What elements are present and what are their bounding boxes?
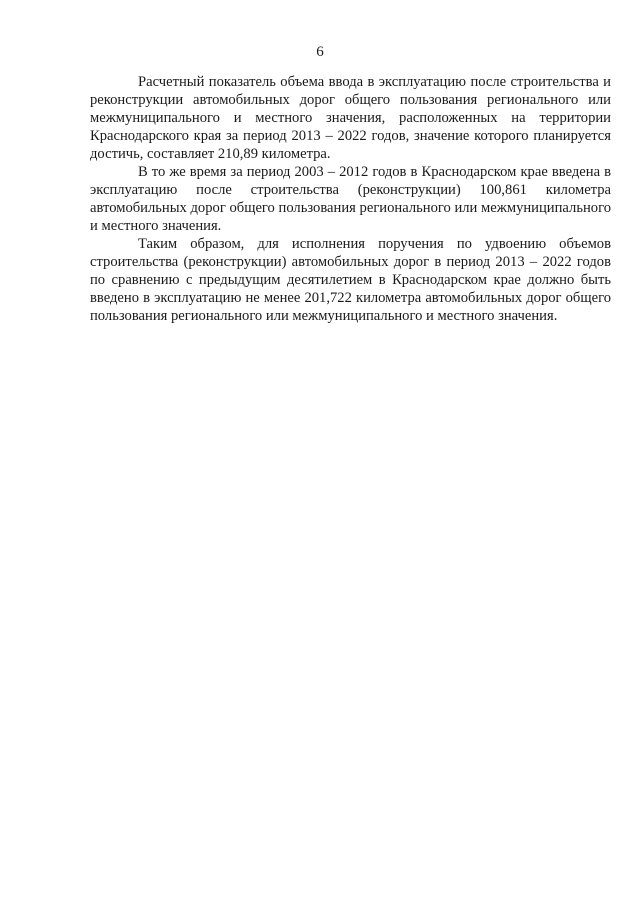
paragraph-previous-period: В то же время за период 2003 – 2012 годов в Краснодарском крае введена в эксплуатацию после строительства (реконструкции) 100,861 километра автомобильных дорог общего пользования регионального или межмуниципального и местного значения. [90,164,611,234]
document-body [90,73,611,325]
paragraph-target-indicator: Расчетный показатель объема ввода в эксплуатацию после строительства и реконструкции автомобильных дорог общего пользования регионального или межмуниципального и местного значения, расположенных на территории Краснодарского края за период 2013 – 2022 годов, значение которого планируется достичь, составляет 210,89 километра. [90,74,611,162]
page-number: 6 [316,44,324,60]
paragraph-conclusion: Таким образом, для исполнения поручения по удвоению объемов строительства (реконструкции) автомобильных дорог в период 2013 – 2022 годов по сравнению с предыдущим десятилетием в Краснодарском крае должно быть введено в эксплуатацию не менее 201,722 километра автомобильных дорог общего пользования регионального или межмуниципального и местного значения. [90,236,611,324]
